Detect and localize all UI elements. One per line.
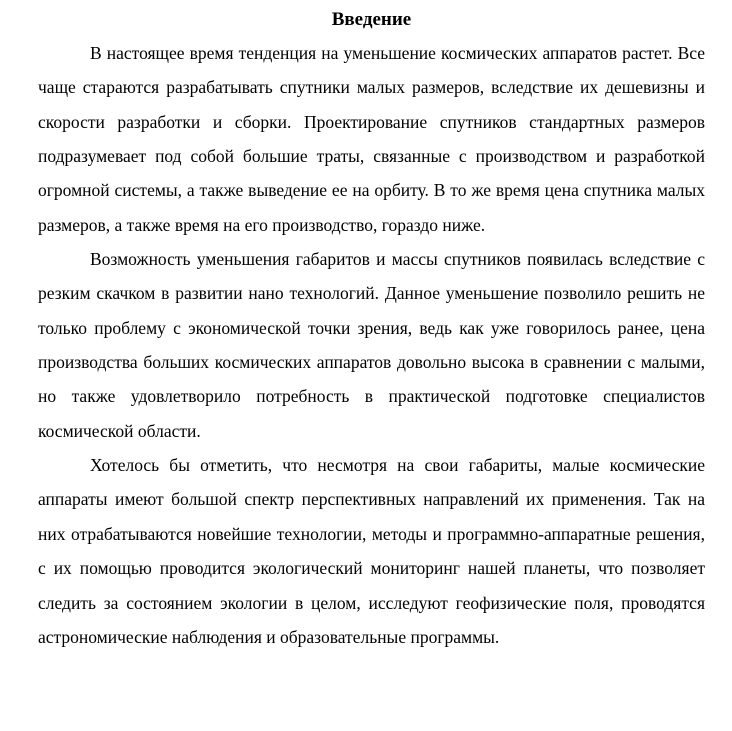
page-title: Введение <box>331 9 412 30</box>
paragraph-3: Хотелось бы отметить, что несмотря на свои габариты, малые космические аппараты имеют большой спектр перспективных направлений их применения. Так на них отрабатываются новейшие технологии, методы и программно-аппаратные решения, с их помощью проводится экологический мониторинг нашей планеты, что позволяет следить за состоянием экологии в целом, исследуют геофизические поля, проводятся астрономические наблюдения и образовательные программы. <box>38 455 705 647</box>
paragraph-1: В настоящее время тенденция на уменьшение космических аппаратов растет. Все чаще стараются разрабатывать спутники малых размеров, вследствие их дешевизны и скорости разработки и сборки. Проектирование спутников стандартных размеров подразумевает под собой большие траты, связанные с производством и разработкой огромной системы, а также выведение ее на орбиту. В то же время цена спутника малых размеров, а также время на его производство, гораздо ниже. <box>38 43 705 235</box>
paragraph-2: Возможность уменьшения габаритов и массы спутников появилась вследствие с резким скачком в развитии нано технологий. Данное уменьшение позволило решить не только проблему с экономической точки зрения, ведь как уже говорилось ранее, цена производства больших космических аппаратов довольно высока в сравнении с малыми, но также удовлетворило потребность в практической подготовке специалистов космической области. <box>38 249 705 441</box>
document-page <box>38 0 705 654</box>
